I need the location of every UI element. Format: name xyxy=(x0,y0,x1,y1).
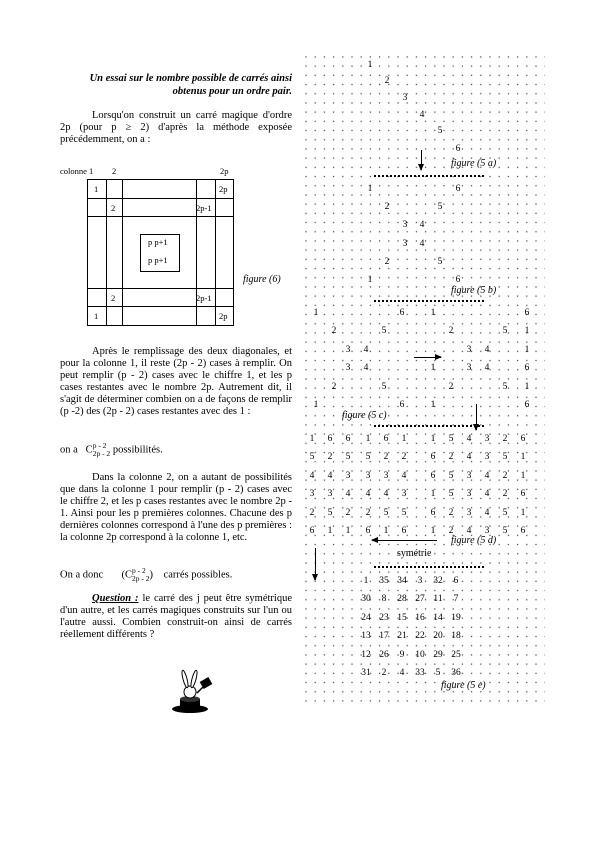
formula-prefix: On a donc xyxy=(60,569,104,581)
fig5d-cell: 1 xyxy=(430,434,436,444)
question-text: le carré des j peut être symétrique d'un autre, et les carrés magiques construits sur l'un ou l'autre aussi. Combien construit-on ainsi de carrés réellement différents ? xyxy=(60,593,292,640)
fig5e-cell: 22 xyxy=(415,631,425,642)
fig5b-cell: 1 xyxy=(367,275,373,285)
paragraph-question xyxy=(60,593,292,641)
fig5e-cell: 28 xyxy=(397,594,407,605)
fig5c-cell: 6 xyxy=(524,400,530,410)
fig5c-cell: 1 xyxy=(430,400,436,410)
fig5a-cell: 6 xyxy=(455,144,461,154)
fig5e-cell: 2 xyxy=(381,668,387,678)
fig5d-cell: 6 xyxy=(520,434,526,444)
fig5a-cell: 5 xyxy=(437,126,443,136)
fig5d-cell: 6 xyxy=(365,526,371,536)
fig5d-cell: 6 xyxy=(401,526,407,536)
fig5d-cell: 3 xyxy=(345,470,351,481)
fig5e-cell: 13 xyxy=(361,631,371,642)
fig5c-cell: 3 xyxy=(345,344,351,355)
fig5d-cell: 6 xyxy=(309,526,315,536)
fig5c-cell: 3 xyxy=(466,363,472,374)
fig5b-cell: 6 xyxy=(455,275,461,285)
fig5a-cell: 3 xyxy=(402,93,408,103)
fig5d-cell: 4 xyxy=(484,470,490,481)
fig5d-cell: 5 xyxy=(327,507,333,518)
fig5b-cell: 3 xyxy=(402,220,408,231)
formula-sup: p - 2 xyxy=(92,441,107,450)
fig5c-cell: 2 xyxy=(331,326,337,337)
fig5e-cell: 30 xyxy=(361,594,371,605)
fig5d-cell: 3 xyxy=(484,434,490,444)
fig5c-cell: 5 xyxy=(502,326,508,337)
fig5d-cell: 3 xyxy=(484,526,490,536)
rabbit-in-hat-icon xyxy=(168,665,218,725)
fig5d-cell: 1 xyxy=(345,526,351,536)
fig5d-cell: 1 xyxy=(430,526,436,536)
fig5c-cell: 3 xyxy=(466,344,472,355)
formula-suffix: possibilités. xyxy=(112,444,163,456)
fig5b-cell: 5 xyxy=(437,256,443,267)
fig5e-cell: 18 xyxy=(451,631,461,642)
fig5d-cell: 1 xyxy=(520,470,526,481)
symmetry-label: symétrie xyxy=(397,548,432,559)
paragraph-column2: Dans la colonne 2, on a autant de possibilités que dans la colonne 1 pour remplir (p - 2) cases avec le chiffre 2, et les p cases restantes avec le nombre 2p - 1. Ainsi pour les p premières colonnes. Chacune des p dernières colonnes correspond à l'une des p premières : la colonne 2p correspond à la colonne 1, etc. xyxy=(60,472,292,543)
fig6-header-2p: 2p xyxy=(220,166,229,176)
fig5c-cell: 2 xyxy=(331,381,337,392)
fig6-label: 2p xyxy=(219,311,228,321)
fig5d-cell: 6 xyxy=(345,434,351,444)
fig5b-cell: 2 xyxy=(384,256,390,267)
formula-prefix: on a xyxy=(60,444,78,456)
fig5e-cell: 6 xyxy=(453,576,459,586)
fig5c-cell: 1 xyxy=(524,381,530,392)
fig5c-divider xyxy=(374,425,484,427)
fig5d-cell: 3 xyxy=(466,470,472,481)
fig5d-cell: 4 xyxy=(309,470,315,481)
fig6-label: p p+1 xyxy=(148,237,168,247)
fig5e-cell: 23 xyxy=(379,612,389,623)
fig5d-cell: 1 xyxy=(520,507,526,518)
fig6-label: 1 xyxy=(94,184,99,194)
fig5d-cell: 5 xyxy=(448,470,454,481)
fig5d-cell: 2 xyxy=(448,507,454,518)
fig5c-cell: 4 xyxy=(484,363,490,374)
fig5d-cell: 2 xyxy=(309,507,315,518)
fig5b-cell: 3 xyxy=(402,238,408,249)
paragraph-column1: Après le remplissage des deux diagonales, et pour la colonne 1, il reste (2p - 2) cases à remplir. On peut remplir (p - 2) cases avec le chiffre 1, et les p cases restantes avec le nombre 2p. Autrement dit, il s'agit de déterminer combien on a de façons de remplir (p -2) des (2p - 2) cases restantes avec des 1 : xyxy=(60,346,292,417)
arrow-left-icon xyxy=(372,540,437,541)
fig5c-cell: 5 xyxy=(502,381,508,392)
fig5d-cell: 2 xyxy=(345,507,351,518)
fig5b-cell: 6 xyxy=(455,184,461,194)
fig5d-cell: 3 xyxy=(466,507,472,518)
fig5e-cell: 36 xyxy=(451,668,461,678)
fig5d-cell: 3 xyxy=(383,470,389,481)
fig5e-cell: 17 xyxy=(379,631,389,642)
fig5c-cell: 4 xyxy=(363,363,369,374)
fig6-label: 2p-1 xyxy=(196,293,212,303)
fig5e-cell: 8 xyxy=(381,594,387,605)
fig5d-cell: 5 xyxy=(345,452,351,463)
formula-sub: 2p - 2 xyxy=(92,449,111,458)
fig5d-cell: 3 xyxy=(466,489,472,500)
fig5c-cell: 1 xyxy=(524,344,530,355)
fig5e-cell: 15 xyxy=(397,612,407,623)
paragraph-intro: Lorsqu'on construit un carré magique d'ordre 2p (pour p ≥ 2) d'après la méthode exposée précédemment, on a : xyxy=(60,110,292,145)
fig5b-cell: 4 xyxy=(419,238,425,249)
fig5e-cell: 26 xyxy=(379,649,389,660)
fig6-label: 2 xyxy=(111,203,116,213)
fig5d-cell: 4 xyxy=(466,434,472,444)
formula-base: (C xyxy=(121,569,133,581)
fig5d-cell: 3 xyxy=(401,489,407,500)
fig5e-cell: 32 xyxy=(433,576,443,586)
fig5c-cell: 2 xyxy=(448,381,454,392)
formula-sub: 2p - 2 xyxy=(132,574,150,583)
fig5d-cell: 1 xyxy=(383,526,389,536)
fig5e-cell: 9 xyxy=(399,649,405,660)
fig5e-cell: 27 xyxy=(415,594,425,605)
fig5d-cell: 4 xyxy=(466,526,472,536)
fig5c-cell: 1 xyxy=(313,400,319,410)
fig5e-cell: 1 xyxy=(363,576,369,586)
fig5e-cell: 20 xyxy=(433,631,443,642)
fig5d-cell: 1 xyxy=(430,489,436,500)
fig5c-cell: 4 xyxy=(484,344,490,355)
fig5c-cell: 2 xyxy=(448,326,454,337)
formula-combinations xyxy=(60,442,163,458)
fig5d-cell: 2 xyxy=(502,470,508,481)
fig5d-cell: 4 xyxy=(383,489,389,500)
fig5d-cell: 4 xyxy=(365,489,371,500)
fig5d-cell: 4 xyxy=(484,489,490,500)
arrow-down-icon xyxy=(421,150,422,170)
fig5d-cell: 1 xyxy=(401,434,407,444)
fig6-header-2: 2 xyxy=(112,166,117,176)
fig5d-cell: 6 xyxy=(430,507,436,518)
fig5d-cell: 6 xyxy=(430,452,436,463)
fig5e-caption: figure (5 e) xyxy=(441,680,486,691)
fig6-caption: figure (6) xyxy=(243,274,281,285)
fig5e-cell: 34 xyxy=(397,576,407,586)
fig5c-cell: 6 xyxy=(399,308,405,318)
fig5d-cell: 4 xyxy=(345,489,351,500)
fig5d-cell: 4 xyxy=(466,452,472,463)
fig5d-cell: 3 xyxy=(309,489,315,500)
formula-suffix: carrés possibles. xyxy=(163,569,233,581)
fig5d-cell: 2 xyxy=(502,434,508,444)
fig5d-cell: 1 xyxy=(365,434,371,444)
fig5d-cell: 3 xyxy=(484,452,490,463)
fig5d-cell: 2 xyxy=(327,452,333,463)
fig5c-cell: 6 xyxy=(524,308,530,318)
fig5c-cell: 6 xyxy=(524,363,530,374)
fig5d-cell: 2 xyxy=(401,452,407,463)
fig5a-cell: 2 xyxy=(384,76,390,86)
fig5e-cell: 16 xyxy=(415,612,425,623)
fig5d-cell: 6 xyxy=(327,434,333,444)
fig5d-cell: 1 xyxy=(327,526,333,536)
arrow-right-icon xyxy=(414,357,441,358)
fig5c-cell: 6 xyxy=(399,400,405,410)
fig5a-cell: 1 xyxy=(367,60,373,70)
fig5d-cell: 6 xyxy=(383,434,389,444)
fig5e-cell: 29 xyxy=(433,649,443,660)
fig5d-cell: 2 xyxy=(502,489,508,500)
fig5a-caption: figure (5 a) xyxy=(451,158,497,169)
fig5c-cell: 5 xyxy=(381,381,387,392)
fig5d-cell: 5 xyxy=(448,434,454,444)
fig5e-cell: 24 xyxy=(361,612,371,623)
fig5d-cell: 4 xyxy=(401,470,407,481)
fig5c-cell: 5 xyxy=(381,326,387,337)
fig5d-cell: 5 xyxy=(309,452,315,463)
fig5e-cell: 21 xyxy=(397,631,407,642)
formula-close: ) xyxy=(149,569,154,581)
fig5d-cell: 2 xyxy=(383,452,389,463)
fig5d-cell: 2 xyxy=(365,507,371,518)
fig5e-cell: 12 xyxy=(361,649,371,660)
fig5d-cell: 6 xyxy=(520,526,526,536)
fig5b-caption: figure (5 b) xyxy=(451,285,497,296)
fig5c-cell: 1 xyxy=(430,363,436,374)
formula-sup: p - 2 xyxy=(132,566,146,575)
formula-total xyxy=(60,567,232,583)
arrow-down-icon xyxy=(315,548,316,580)
fig5e-cell: 7 xyxy=(453,594,459,605)
fig5b-cell: 4 xyxy=(419,220,425,231)
fig5d-cell: 5 xyxy=(502,507,508,518)
fig5e-cell: 19 xyxy=(451,612,461,623)
arrow-down-icon xyxy=(476,404,477,430)
fig5d-cell: 4 xyxy=(484,507,490,518)
fig5d-cell: 5 xyxy=(502,526,508,536)
fig5e-cell: 31 xyxy=(361,668,371,678)
fig6-header-col1: colonne 1 xyxy=(60,166,94,176)
fig6-label: 2p xyxy=(219,184,228,194)
fig5e-cell: 10 xyxy=(415,649,425,660)
fig5d-cell: 5 xyxy=(401,507,407,518)
fig5d-cell: 5 xyxy=(383,507,389,518)
fig5c-cell: 1 xyxy=(524,326,530,337)
fig5b-cell: 5 xyxy=(437,202,443,213)
fig5b-cell: 2 xyxy=(384,202,390,213)
fig5d-cell: 1 xyxy=(520,452,526,463)
fig6-label: 1 xyxy=(94,311,99,321)
formula-base: C xyxy=(85,444,93,456)
fig5b-divider xyxy=(374,300,484,302)
fig6-label: p p+1 xyxy=(148,255,168,265)
fig5c-cell: 4 xyxy=(363,344,369,355)
fig5d-cell: 2 xyxy=(448,452,454,463)
fig5d-cell: 3 xyxy=(365,470,371,481)
fig5a-divider xyxy=(374,175,484,177)
fig5d-cell: 6 xyxy=(520,489,526,500)
fig5c-cell: 1 xyxy=(313,308,319,318)
fig5d-cell: 2 xyxy=(448,526,454,536)
fig5d-cell: 5 xyxy=(365,452,371,463)
fig5b-cell: 1 xyxy=(367,184,373,194)
fig5d-cell: 1 xyxy=(309,434,315,444)
fig5d-cell: 3 xyxy=(327,489,333,500)
fig5c-cell: 1 xyxy=(430,308,436,318)
fig5d-caption: figure (5 d) xyxy=(451,535,497,546)
fig5e-cell: 4 xyxy=(399,668,405,678)
fig5e-cell: 5 xyxy=(435,668,441,678)
fig6-label: 2 xyxy=(111,293,116,303)
fig5e-cell: 14 xyxy=(433,612,443,623)
fig5a-cell: 4 xyxy=(419,110,425,120)
fig5e-cell: 11 xyxy=(433,594,443,605)
fig5e-cell: 33 xyxy=(415,668,425,678)
fig5d-cell: 5 xyxy=(502,452,508,463)
question-label: Question : xyxy=(92,593,139,604)
fig5e-cell: 35 xyxy=(379,576,389,586)
fig5d-cell: 6 xyxy=(430,470,436,481)
page-title: Un essai sur le nombre possible de carrés ainsi obtenus pour un ordre pair. xyxy=(89,73,292,97)
fig5d-divider xyxy=(374,566,484,568)
fig5d-cell: 4 xyxy=(327,470,333,481)
fig5e-cell: 25 xyxy=(451,649,461,660)
fig5c-cell: 3 xyxy=(345,363,351,374)
fig5e-cell: 3 xyxy=(417,576,423,586)
fig6-label: 2p-1 xyxy=(196,203,212,213)
fig5d-cell: 5 xyxy=(448,489,454,500)
fig5c-caption: figure (5 c) xyxy=(342,410,387,421)
